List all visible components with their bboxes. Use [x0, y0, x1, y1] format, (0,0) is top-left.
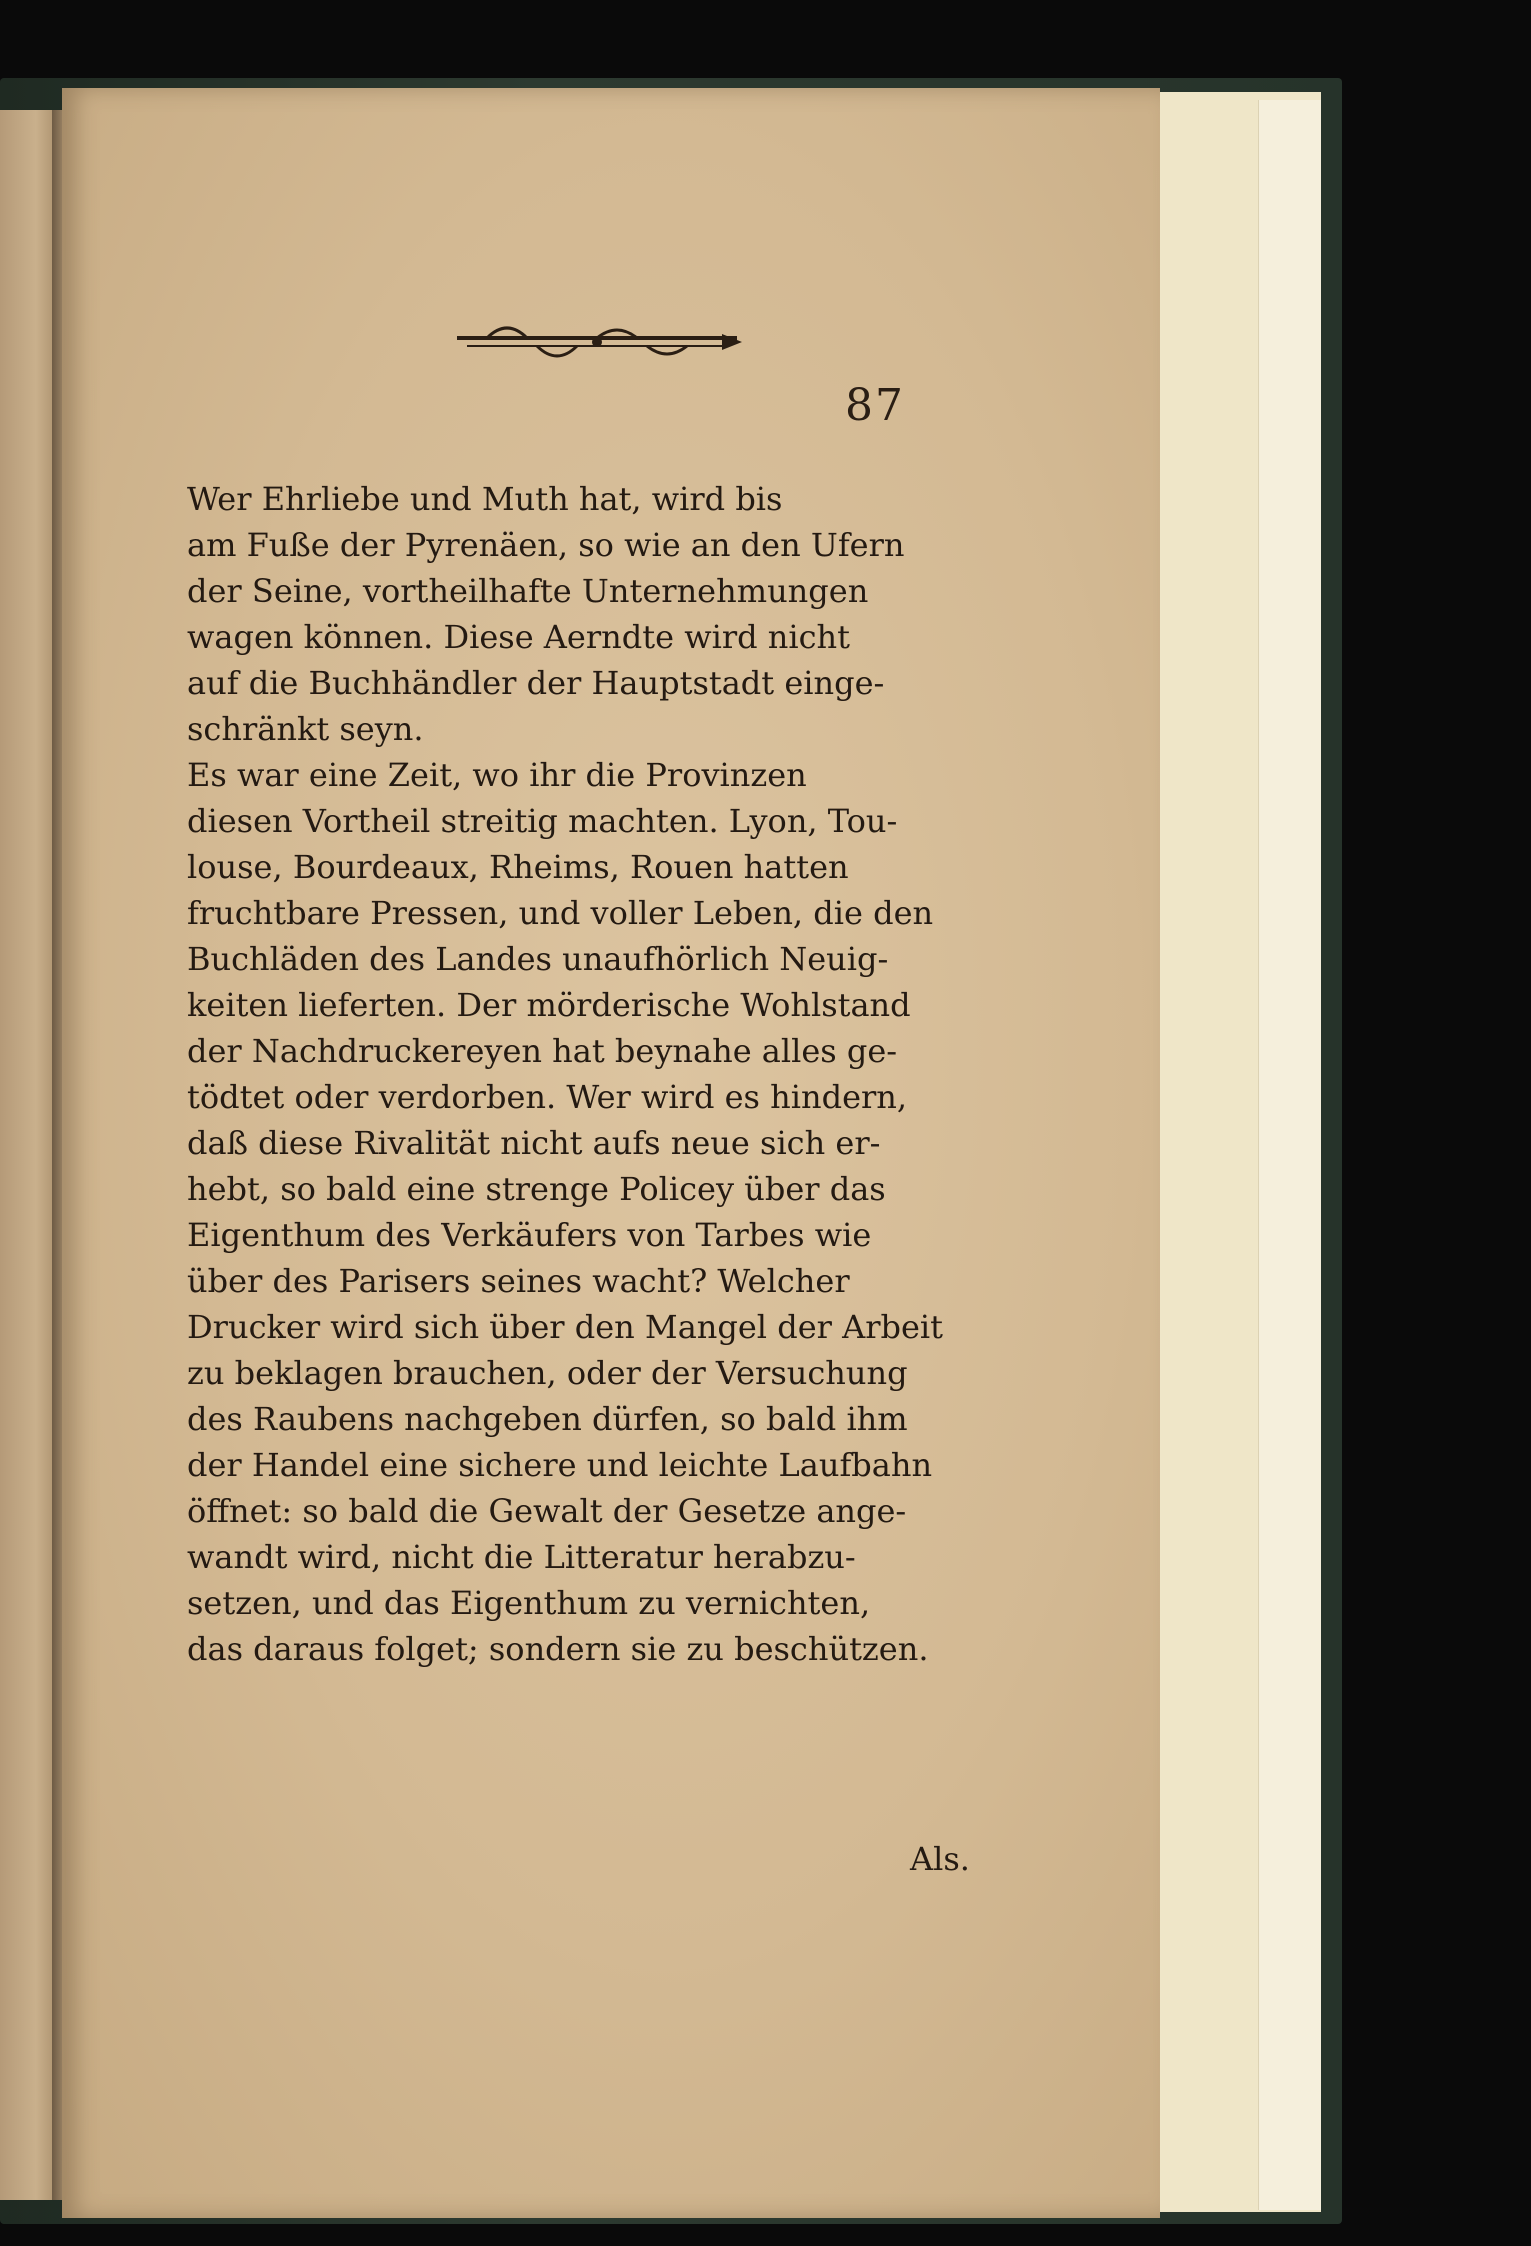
text-line: fruchtbare Pressen, und voller Leben, die den: [187, 894, 934, 932]
text-line: wandt wird, nicht die Litteratur herabzu-: [187, 1538, 856, 1576]
text-line: daß diese Rivalität nicht aufs neue sich er-: [187, 1124, 881, 1162]
catchword: Als.: [910, 1840, 970, 1878]
text-line: Buchläden des Landes unaufhörlich Neuig-: [187, 940, 889, 978]
text-line: tödtet oder verdorben. Wer wird es hindern,: [187, 1078, 908, 1116]
page-number: 87: [845, 380, 905, 431]
endpaper-inner: [1258, 100, 1321, 2210]
text-line: wagen können. Diese Aerndte wird nicht: [187, 618, 851, 656]
text-line: Wer Ehrliebe und Muth hat, wird bis: [187, 480, 783, 518]
text-line: auf die Buchhändler der Hauptstadt einge-: [187, 664, 885, 702]
book-page: [62, 88, 1160, 2218]
text-line: hebt, so bald eine strenge Policey über das: [187, 1170, 886, 1208]
previous-page-edge: [0, 110, 60, 2200]
body-text: [187, 476, 1007, 1672]
text-line: schränkt seyn.: [187, 710, 424, 748]
text-line: keiten lieferten. Der mörderische Wohlstand: [187, 986, 911, 1024]
text-line: öffnet: so bald die Gewalt der Gesetze ange-: [187, 1492, 907, 1530]
text-line: der Handel eine sichere und leichte Laufbahn: [187, 1446, 933, 1484]
text-line: am Fuße der Pyrenäen, so wie an den Ufern: [187, 526, 905, 564]
text-line: setzen, und das Eigenthum zu vernichten,: [187, 1584, 871, 1622]
text-line: der Nachdruckereyen hat beynahe alles ge-: [187, 1032, 898, 1070]
text-line: des Raubens nachgeben dürfen, so bald ihm: [187, 1400, 908, 1438]
decorative-ornament-icon: [447, 308, 747, 378]
text-line: diesen Vortheil streitig machten. Lyon, Tou-: [187, 802, 898, 840]
text-line: zu beklagen brauchen, oder der Versuchung: [187, 1354, 908, 1392]
text-line: über des Parisers seines wacht? Welcher: [187, 1262, 850, 1300]
text-line: Eigenthum des Verkäufers von Tarbes wie: [187, 1216, 872, 1254]
text-line: der Seine, vortheilhafte Unternehmungen: [187, 572, 869, 610]
text-line: Es war eine Zeit, wo ihr die Provinzen: [187, 756, 807, 794]
text-line: das daraus folget; sondern sie zu beschützen.: [187, 1630, 929, 1668]
text-line: louse, Bourdeaux, Rheims, Rouen hatten: [187, 848, 849, 886]
text-line: Drucker wird sich über den Mangel der Arbeit: [187, 1308, 944, 1346]
